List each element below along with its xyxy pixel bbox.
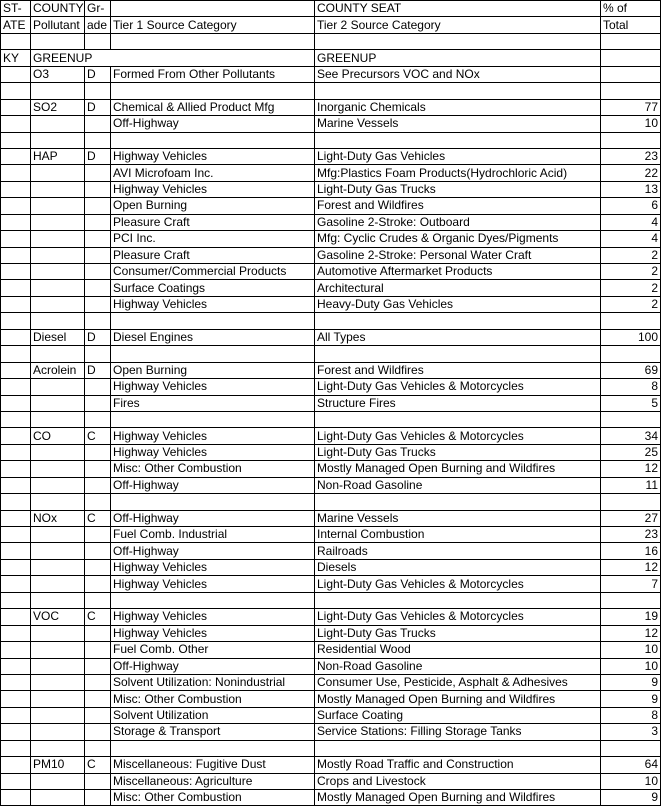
table-row [1,148,661,164]
state-cell [1,576,31,592]
state-cell [1,231,31,247]
pollutant-cell: Diesel [31,329,85,345]
percent-cell: 4 [601,214,661,230]
state-cell [1,181,31,197]
tier2-cell: Forest and Wildfires [315,198,601,214]
pollutant-cell [31,395,85,411]
grade-cell [85,264,111,280]
pollutant-cell [31,198,85,214]
percent-cell: 2 [601,247,661,263]
grade-cell [85,527,111,543]
state-cell [1,510,31,526]
tier1-cell: Misc: Other Combustion [111,790,315,806]
pollutant-cell [31,231,85,247]
spacer-row [1,33,661,49]
state-cell [1,658,31,674]
table-row [1,461,661,477]
tier2-cell: Structure Fires [315,395,601,411]
table-row [1,379,661,395]
tier1-cell: Miscellaneous: Agriculture [111,773,315,789]
state-cell [1,757,31,773]
table-row [1,231,661,247]
tier2-cell: Residential Wood [315,642,601,658]
tier1-cell: Highway Vehicles [111,428,315,444]
state-cell [1,247,31,263]
tier2-cell: Light-Duty Gas Trucks [315,181,601,197]
percent-cell: 10 [601,642,661,658]
percent-cell: 25 [601,444,661,460]
grade-cell [85,543,111,559]
pollutant-cell: PM10 [31,757,85,773]
percent-cell: 64 [601,757,661,773]
percent-cell: 8 [601,379,661,395]
tier2-cell: Marine Vessels [315,510,601,526]
tier2-cell: Mfg:Plastics Foam Products(Hydrochloric Acid) [315,165,601,181]
header-tier1-blank [111,1,315,17]
table-row [1,181,661,197]
table-row [1,707,661,723]
state-cell: KY [1,50,31,66]
state-cell [1,461,31,477]
spacer-row [1,740,661,756]
state-cell [1,691,31,707]
state-cell [1,444,31,460]
table-row [1,773,661,789]
percent-cell: 23 [601,148,661,164]
tier2-cell: Mostly Managed Open Burning and Wildfires [315,790,601,806]
state-cell [1,264,31,280]
pollutant-cell: VOC [31,609,85,625]
tier1-cell: Diesel Engines [111,329,315,345]
percent-cell: 22 [601,165,661,181]
tier2-cell: Mostly Road Traffic and Construction [315,757,601,773]
spacer-row [1,132,661,148]
tier1-cell: Off-Highway [111,477,315,493]
county-seat-cell: GREENUP [315,50,601,66]
percent-cell: 7 [601,576,661,592]
tier2-cell: Forest and Wildfires [315,362,601,378]
percent-cell: 69 [601,362,661,378]
pollutant-cell [31,477,85,493]
tier2-cell: Non-Road Gasoline [315,658,601,674]
state-cell [1,477,31,493]
tier2-cell: Internal Combustion [315,527,601,543]
grade-cell: D [85,329,111,345]
tier1-cell: Off-Highway [111,658,315,674]
tier1-cell: Miscellaneous: Fugitive Dust [111,757,315,773]
tier1-cell: Fires [111,395,315,411]
tier1-cell: Chemical & Allied Product Mfg [111,99,315,115]
table-row [1,609,661,625]
tier2-cell: Inorganic Chemicals [315,99,601,115]
spacer-row [1,313,661,329]
state-cell [1,707,31,723]
tier2-cell: Light-Duty Gas Trucks [315,625,601,641]
tier1-cell: Off-Highway [111,116,315,132]
tier2-cell: Light-Duty Gas Vehicles [315,148,601,164]
table-row [1,66,661,82]
table-row [1,576,661,592]
percent-cell: 2 [601,280,661,296]
state-cell [1,642,31,658]
pollutant-cell [31,116,85,132]
tier1-cell: Highway Vehicles [111,444,315,460]
header-total: Total [601,17,661,33]
grade-cell [85,116,111,132]
tier2-cell: See Precursors VOC and NOx [315,66,601,82]
table-row [1,247,661,263]
table-row [1,444,661,460]
state-cell [1,99,31,115]
tier2-cell: Gasoline 2-Stroke: Outboard [315,214,601,230]
tier2-cell: Diesels [315,559,601,575]
grade-cell: D [85,99,111,115]
table-row [1,559,661,575]
pollutant-cell [31,296,85,312]
state-cell [1,543,31,559]
tier2-cell: Gasoline 2-Stroke: Personal Water Craft [315,247,601,263]
table-row [1,264,661,280]
tier1-cell: Solvent Utilization [111,707,315,723]
tier1-cell: Highway Vehicles [111,379,315,395]
tier1-cell: Highway Vehicles [111,181,315,197]
percent-cell: 8 [601,707,661,723]
state-cell [1,428,31,444]
percent-cell: 10 [601,773,661,789]
tier1-cell: Open Burning [111,362,315,378]
grade-cell: C [85,510,111,526]
pollutant-cell: NOx [31,510,85,526]
pollutant-cell [31,527,85,543]
table-row [1,790,661,806]
tier1-cell: Open Burning [111,198,315,214]
percent-cell: 12 [601,461,661,477]
spacer-row [1,592,661,608]
pollutant-cell: O3 [31,66,85,82]
state-cell [1,559,31,575]
table-row [1,362,661,378]
percent-cell: 12 [601,559,661,575]
grade-cell [85,461,111,477]
tier1-cell: Highway Vehicles [111,148,315,164]
grade-cell [85,477,111,493]
grade-cell [85,724,111,740]
grade-cell [85,559,111,575]
grade-cell [85,198,111,214]
percent-cell: 100 [601,329,661,345]
pollutant-cell [31,165,85,181]
tier2-cell: Automotive Aftermarket Products [315,264,601,280]
pollutant-cell [31,625,85,641]
tier2-cell: All Types [315,329,601,345]
table-row [1,165,661,181]
grade-cell [85,247,111,263]
grade-cell [85,181,111,197]
tier1-cell: Off-Highway [111,543,315,559]
pollutant-cell [31,461,85,477]
tier1-cell: Formed From Other Pollutants [111,66,315,82]
grade-cell: D [85,148,111,164]
tier1-cell: AVI Microfoam Inc. [111,165,315,181]
spacer-row [1,83,661,99]
state-cell [1,148,31,164]
tier1-cell: Highway Vehicles [111,576,315,592]
percent-cell: 12 [601,625,661,641]
grade-cell [85,642,111,658]
grade-cell [85,165,111,181]
percent-cell: 10 [601,116,661,132]
pollutant-cell [31,674,85,690]
grade-cell [85,790,111,806]
table-row [1,116,661,132]
tier1-cell: Storage & Transport [111,724,315,740]
percent-cell: 4 [601,231,661,247]
pollutant-cell [31,790,85,806]
spacer-row [1,411,661,427]
header-state: ST- [1,1,31,17]
table-row [1,395,661,411]
tier2-cell: Surface Coating [315,707,601,723]
header-pollutant: Pollutant [31,17,85,33]
tier2-cell: Marine Vessels [315,116,601,132]
tier2-cell: Mostly Managed Open Burning and Wildfires [315,691,601,707]
table-row [1,99,661,115]
pollutant-cell [31,576,85,592]
header-county-seat: COUNTY SEAT [315,1,601,17]
percent-cell: 11 [601,477,661,493]
pollutant-cell: Acrolein [31,362,85,378]
pollutant-cell: CO [31,428,85,444]
table-row [1,510,661,526]
grade-cell [85,691,111,707]
percent-cell: 34 [601,428,661,444]
percent-cell: 5 [601,395,661,411]
state-cell [1,165,31,181]
tier2-cell: Light-Duty Gas Trucks [315,444,601,460]
header-grade-cont: ade [85,17,111,33]
tier2-cell: Architectural [315,280,601,296]
grade-cell: D [85,362,111,378]
state-cell [1,527,31,543]
table-row [1,477,661,493]
percent-cell: 3 [601,724,661,740]
tier1-cell: Highway Vehicles [111,625,315,641]
grade-cell [85,576,111,592]
percent-cell: 27 [601,510,661,526]
tier2-cell: Non-Road Gasoline [315,477,601,493]
tier1-cell: Pleasure Craft [111,214,315,230]
pollutant-cell [31,214,85,230]
state-cell [1,66,31,82]
header-row-1 [1,1,661,17]
pollutant-cell [31,379,85,395]
table-row [1,674,661,690]
tier2-cell: Light-Duty Gas Vehicles & Motorcycles [315,609,601,625]
table-row [1,625,661,641]
table-row [1,428,661,444]
pollutant-cell [31,773,85,789]
pollutant-cell [31,444,85,460]
grade-cell [85,395,111,411]
state-cell [1,790,31,806]
state-cell [1,609,31,625]
pollutant-cell [31,642,85,658]
tier1-cell: Pleasure Craft [111,247,315,263]
grade-cell [85,231,111,247]
percent-cell [601,66,661,82]
pollutant-cell: HAP [31,148,85,164]
table-row [1,642,661,658]
table-row [1,691,661,707]
state-cell [1,296,31,312]
table-row [1,280,661,296]
tier1-cell: Surface Coatings [111,280,315,296]
grade-cell [85,707,111,723]
pollutant-cell: SO2 [31,99,85,115]
grade-cell: D [85,66,111,82]
pollutant-cell [31,707,85,723]
header-grade: Gr- [85,1,111,17]
pollutant-cell [31,658,85,674]
pollutant-cell [31,724,85,740]
percent-cell: 13 [601,181,661,197]
table-row [1,296,661,312]
percent-cell: 23 [601,527,661,543]
state-cell [1,214,31,230]
percent-cell: 16 [601,543,661,559]
state-cell [1,674,31,690]
county-cell: GREENUP [31,50,315,66]
grade-cell [85,379,111,395]
percent-cell: 2 [601,264,661,280]
pollutant-cell [31,280,85,296]
tier2-cell: Mostly Managed Open Burning and Wildfires [315,461,601,477]
tier1-cell: Fuel Comb. Other [111,642,315,658]
tier1-cell: Solvent Utilization: Nonindustrial [111,674,315,690]
percent-cell: 77 [601,99,661,115]
tier1-cell: Off-Highway [111,510,315,526]
percent-cell: 6 [601,198,661,214]
tier1-cell: Fuel Comb. Industrial [111,527,315,543]
grade-cell: C [85,428,111,444]
header-row-2 [1,17,661,33]
table-row [1,329,661,345]
pollutant-cell [31,264,85,280]
grade-cell [85,280,111,296]
grade-cell: C [85,757,111,773]
pollutant-cell [31,559,85,575]
table-row [1,658,661,674]
table-row [1,757,661,773]
tier1-cell: Highway Vehicles [111,559,315,575]
state-cell [1,379,31,395]
tier2-cell: Service Stations: Filling Storage Tanks [315,724,601,740]
grade-cell: C [85,609,111,625]
tier2-cell: Consumer Use, Pesticide, Asphalt & Adhesives [315,674,601,690]
grade-cell [85,214,111,230]
state-cell [1,198,31,214]
header-county: COUNTY [31,1,85,17]
tier2-cell: Mfg: Cyclic Crudes & Organic Dyes/Pigments [315,231,601,247]
location-row [1,50,661,66]
state-cell [1,773,31,789]
header-percent: % of [601,1,661,17]
pollutant-cell [31,543,85,559]
tier2-cell: Light-Duty Gas Vehicles & Motorcycles [315,576,601,592]
percent-cell: 9 [601,790,661,806]
pollutant-cell [31,247,85,263]
table-row [1,214,661,230]
state-cell [1,280,31,296]
tier2-cell: Light-Duty Gas Vehicles & Motorcycles [315,428,601,444]
table-row [1,543,661,559]
state-cell [1,724,31,740]
grade-cell [85,296,111,312]
tier2-cell: Crops and Livestock [315,773,601,789]
tier1-cell: Consumer/Commercial Products [111,264,315,280]
grade-cell [85,658,111,674]
header-state-cont: ATE [1,17,31,33]
state-cell [1,625,31,641]
spacer-row [1,494,661,510]
header-tier1: Tier 1 Source Category [111,17,315,33]
percent-cell: 19 [601,609,661,625]
grade-cell [85,444,111,460]
tier1-cell: Highway Vehicles [111,296,315,312]
grade-cell [85,674,111,690]
state-cell [1,329,31,345]
header-tier2: Tier 2 Source Category [315,17,601,33]
tier1-cell: PCI Inc. [111,231,315,247]
spacer-row [1,346,661,362]
table-row [1,527,661,543]
percent-cell: 10 [601,658,661,674]
tier1-cell: Highway Vehicles [111,609,315,625]
tier2-cell: Light-Duty Gas Vehicles & Motorcycles [315,379,601,395]
tier1-cell: Misc: Other Combustion [111,461,315,477]
state-cell [1,362,31,378]
table-row [1,198,661,214]
pollutant-cell [31,691,85,707]
percent-cell: 9 [601,691,661,707]
pollutant-cell [31,181,85,197]
percent-cell: 2 [601,296,661,312]
state-cell [1,395,31,411]
tier1-cell: Misc: Other Combustion [111,691,315,707]
table-row [1,724,661,740]
state-cell [1,116,31,132]
grade-cell [85,773,111,789]
grade-cell [85,625,111,641]
percent-cell: 9 [601,674,661,690]
tier2-cell: Heavy-Duty Gas Vehicles [315,296,601,312]
tier2-cell: Railroads [315,543,601,559]
